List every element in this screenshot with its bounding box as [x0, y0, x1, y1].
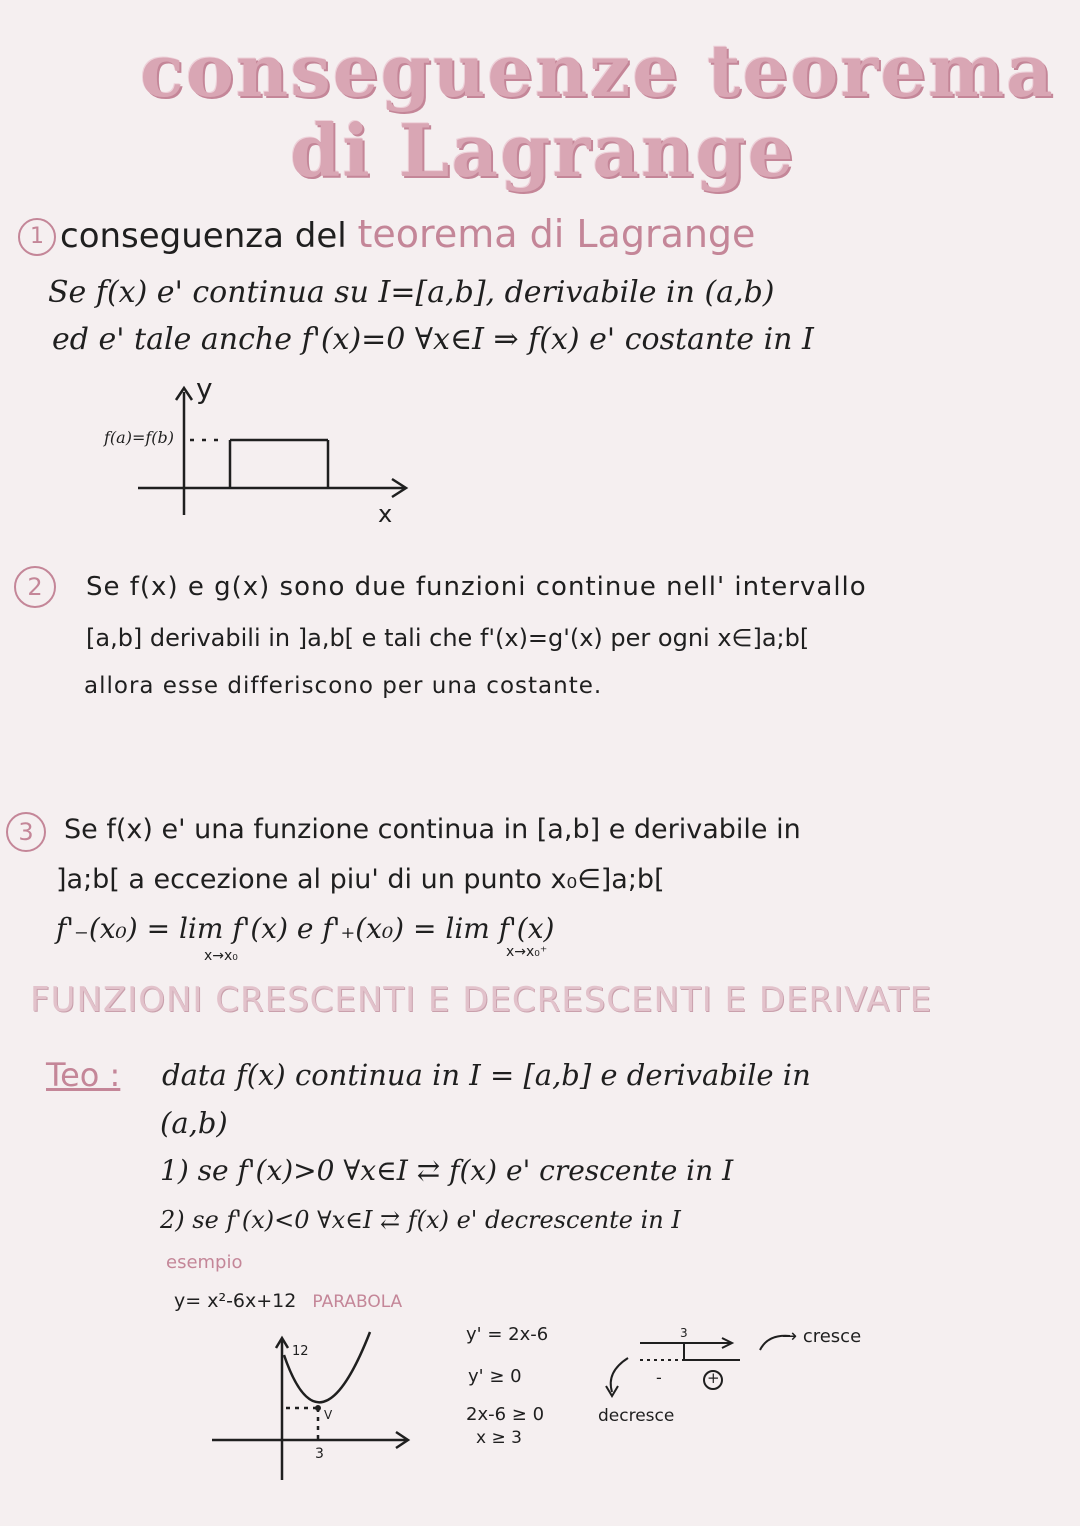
section4-heading: FUNZIONI CRESCENTI E DECRESCENTI E DERIVATE: [30, 980, 933, 1020]
decrease-curve: [611, 1358, 628, 1392]
example-label: esempio: [166, 1252, 243, 1273]
sign-grows-label: [782, 1326, 861, 1347]
section3-number: [6, 812, 46, 852]
section2-line1: Se f(x) e g(x) sono due funzioni continue nell' intervallo: [86, 572, 867, 602]
section2-number: [14, 566, 56, 608]
section1-heading: [60, 212, 755, 256]
parabola-y-arrow: [276, 1338, 288, 1348]
section3-lim-sub-left: x→x₀: [204, 948, 238, 964]
teo-item1: 1) se f'(x)>0 ∀x∈I ⇄ f(x) e' crescente in I: [160, 1154, 734, 1187]
parabola-x-arrow: [396, 1432, 408, 1448]
parabola-y-tick: 12: [292, 1344, 309, 1359]
parabola-x-tick: 3: [315, 1446, 324, 1462]
section2-line2: [a,b] derivabili in ]a,b[ e tali che f'(x)=g'(x) per ogni x∈]a;b[: [86, 624, 810, 652]
example-eq-text: y= x²-6x+12: [174, 1290, 297, 1312]
section1-line2: ed e' tale anche f'(x)=0 ∀x∈I ⇒ f(x) e' costante in I: [52, 322, 814, 357]
decrease-arrow: [606, 1386, 618, 1396]
section3-line3: f'₋(x₀) = lim f'(x) e f'₊(x₀) = lim f'(x): [56, 912, 555, 945]
section1-heading-accent: teorema di Lagrange: [357, 212, 756, 256]
sign-grows-text: cresce: [802, 1326, 862, 1347]
section3-number-text: 3: [18, 818, 34, 846]
section1-line1: Se f(x) e' continua su I=[a,b], derivabile in (a,b): [48, 275, 775, 310]
sign-plus: +: [707, 1369, 720, 1387]
teo-label: Teo :: [46, 1056, 121, 1094]
s1-axis-x-label: x: [378, 500, 393, 528]
parabola-vertex-label: V: [324, 1408, 333, 1422]
example-type: PARABOLA: [312, 1292, 403, 1312]
example-equation: [174, 1290, 402, 1312]
sign-minus: -: [656, 1368, 662, 1387]
sign-arrow-top: [722, 1338, 732, 1348]
teo-statement2: (a,b): [160, 1106, 228, 1140]
sign-grows-arrow: →: [782, 1326, 803, 1347]
page-title-line1: conseguenze teorema: [140, 28, 1055, 113]
teo-statement1: data f(x) continua in I = [a,b] e derivabile in: [162, 1058, 811, 1092]
section3-lim-sub-right: x→x₀⁺: [506, 944, 548, 960]
sign-point-label: 3: [680, 1326, 688, 1340]
section1-number: [18, 218, 56, 256]
section1-number-text: 1: [30, 224, 44, 249]
s1-axis-y-label: y: [196, 372, 213, 405]
teo-item2: 2) se f'(x)<0 ∀x∈I ⇄ f(x) e' decrescente in I: [160, 1206, 681, 1234]
s1-y-arrow: [176, 388, 192, 400]
s1-x-arrow: [392, 479, 406, 497]
parabola-vertex-dot: [315, 1405, 321, 1411]
page-title-line2: di Lagrange: [290, 108, 796, 193]
step-2: y' ≥ 0: [468, 1366, 522, 1387]
step-3: 2x-6 ≥ 0: [466, 1404, 545, 1425]
sign-decreases-label: decresce: [598, 1406, 675, 1426]
section3-line2: ]a;b[ a eccezione al piu' di un punto x₀∈]a;b[: [56, 864, 665, 895]
parabola-curve: [284, 1332, 370, 1402]
section3-line1: Se f(x) e' una funzione continua in [a,b] e derivabile in: [64, 814, 801, 845]
step-1: y' = 2x-6: [466, 1324, 549, 1345]
step-4: x ≥ 3: [476, 1428, 522, 1448]
s1-fa-fb-label: f(a)=f(b): [104, 428, 174, 447]
section1-heading-prefix: conseguenza del: [60, 216, 347, 256]
section2-number-text: 2: [27, 573, 43, 601]
section2-line3: allora esse differiscono per una costante.: [84, 673, 603, 699]
